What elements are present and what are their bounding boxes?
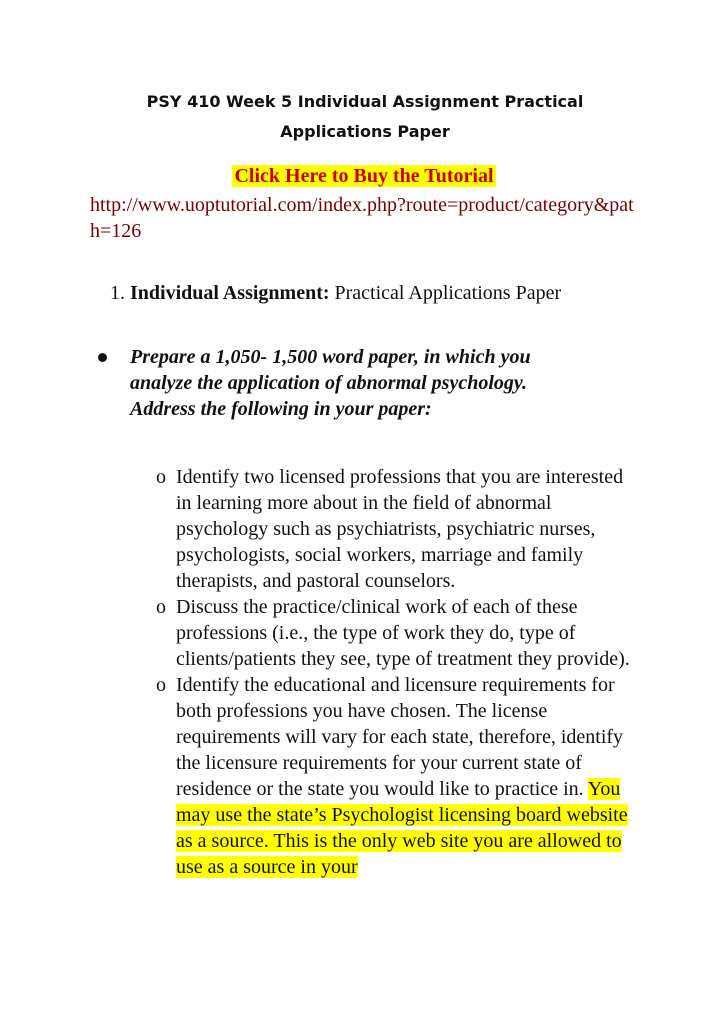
numbered-item-label: Individual Assignment: (130, 282, 330, 304)
numbered-item-number: 1. (110, 282, 125, 304)
sub-item (156, 672, 636, 880)
title-line-1: PSY 410 Week 5 Individual Assignment Practical (146, 92, 584, 111)
bullet-line-3: Address the following in your paper: (130, 398, 432, 420)
title-line-2: Applications Paper (280, 122, 450, 141)
bullet-line-2: analyze the application of abnormal psychology. (130, 372, 528, 394)
sub-item-marker-icon: o (156, 674, 166, 696)
bullet-dot-icon (98, 353, 107, 362)
sub-item-text: Identify two licensed professions that you are interested in learning more about in the field of abnormal psychology such as psychiatrists, psychiatric nurses, psychologists, social workers, marriage and family therapists, and pastoral counselors. (176, 466, 624, 592)
buy-tutorial-link[interactable]: Click Here to Buy the Tutorial (234, 165, 494, 187)
numbered-item-text: Practical Applications Paper (334, 282, 562, 304)
highlighted-text: You may use the state’s Psychologist licensing board website as a source. This is the only web site you are allowed to use as a source in your (176, 778, 628, 878)
sub-item (156, 594, 636, 672)
sub-item-list (156, 464, 636, 880)
bullet-item-text (130, 344, 620, 422)
sub-item-marker-icon: o (156, 596, 166, 618)
tutorial-url-text: http://www.uoptutorial.com/index.php?route=product/category&path=126 (90, 194, 634, 242)
document-title (100, 87, 630, 147)
buy-link-row (0, 163, 728, 189)
bullet-line-1: Prepare a 1,050- 1,500 word paper, in which you (130, 346, 531, 368)
numbered-item (110, 280, 561, 306)
sub-item-marker-icon: o (156, 466, 166, 488)
sub-item-text: Identify the educational and licensure requirements for both professions you have chosen. The license requirements will vary for each state, therefore, identify the licensure requirements for your current state of residence or the state you would like to practice in. (176, 674, 624, 800)
sub-item (156, 464, 636, 594)
sub-item-text: Discuss the practice/clinical work of each of these professions (i.e., the type of work they do, type of clients/patients they see, type of treatment they provide). (176, 596, 630, 670)
